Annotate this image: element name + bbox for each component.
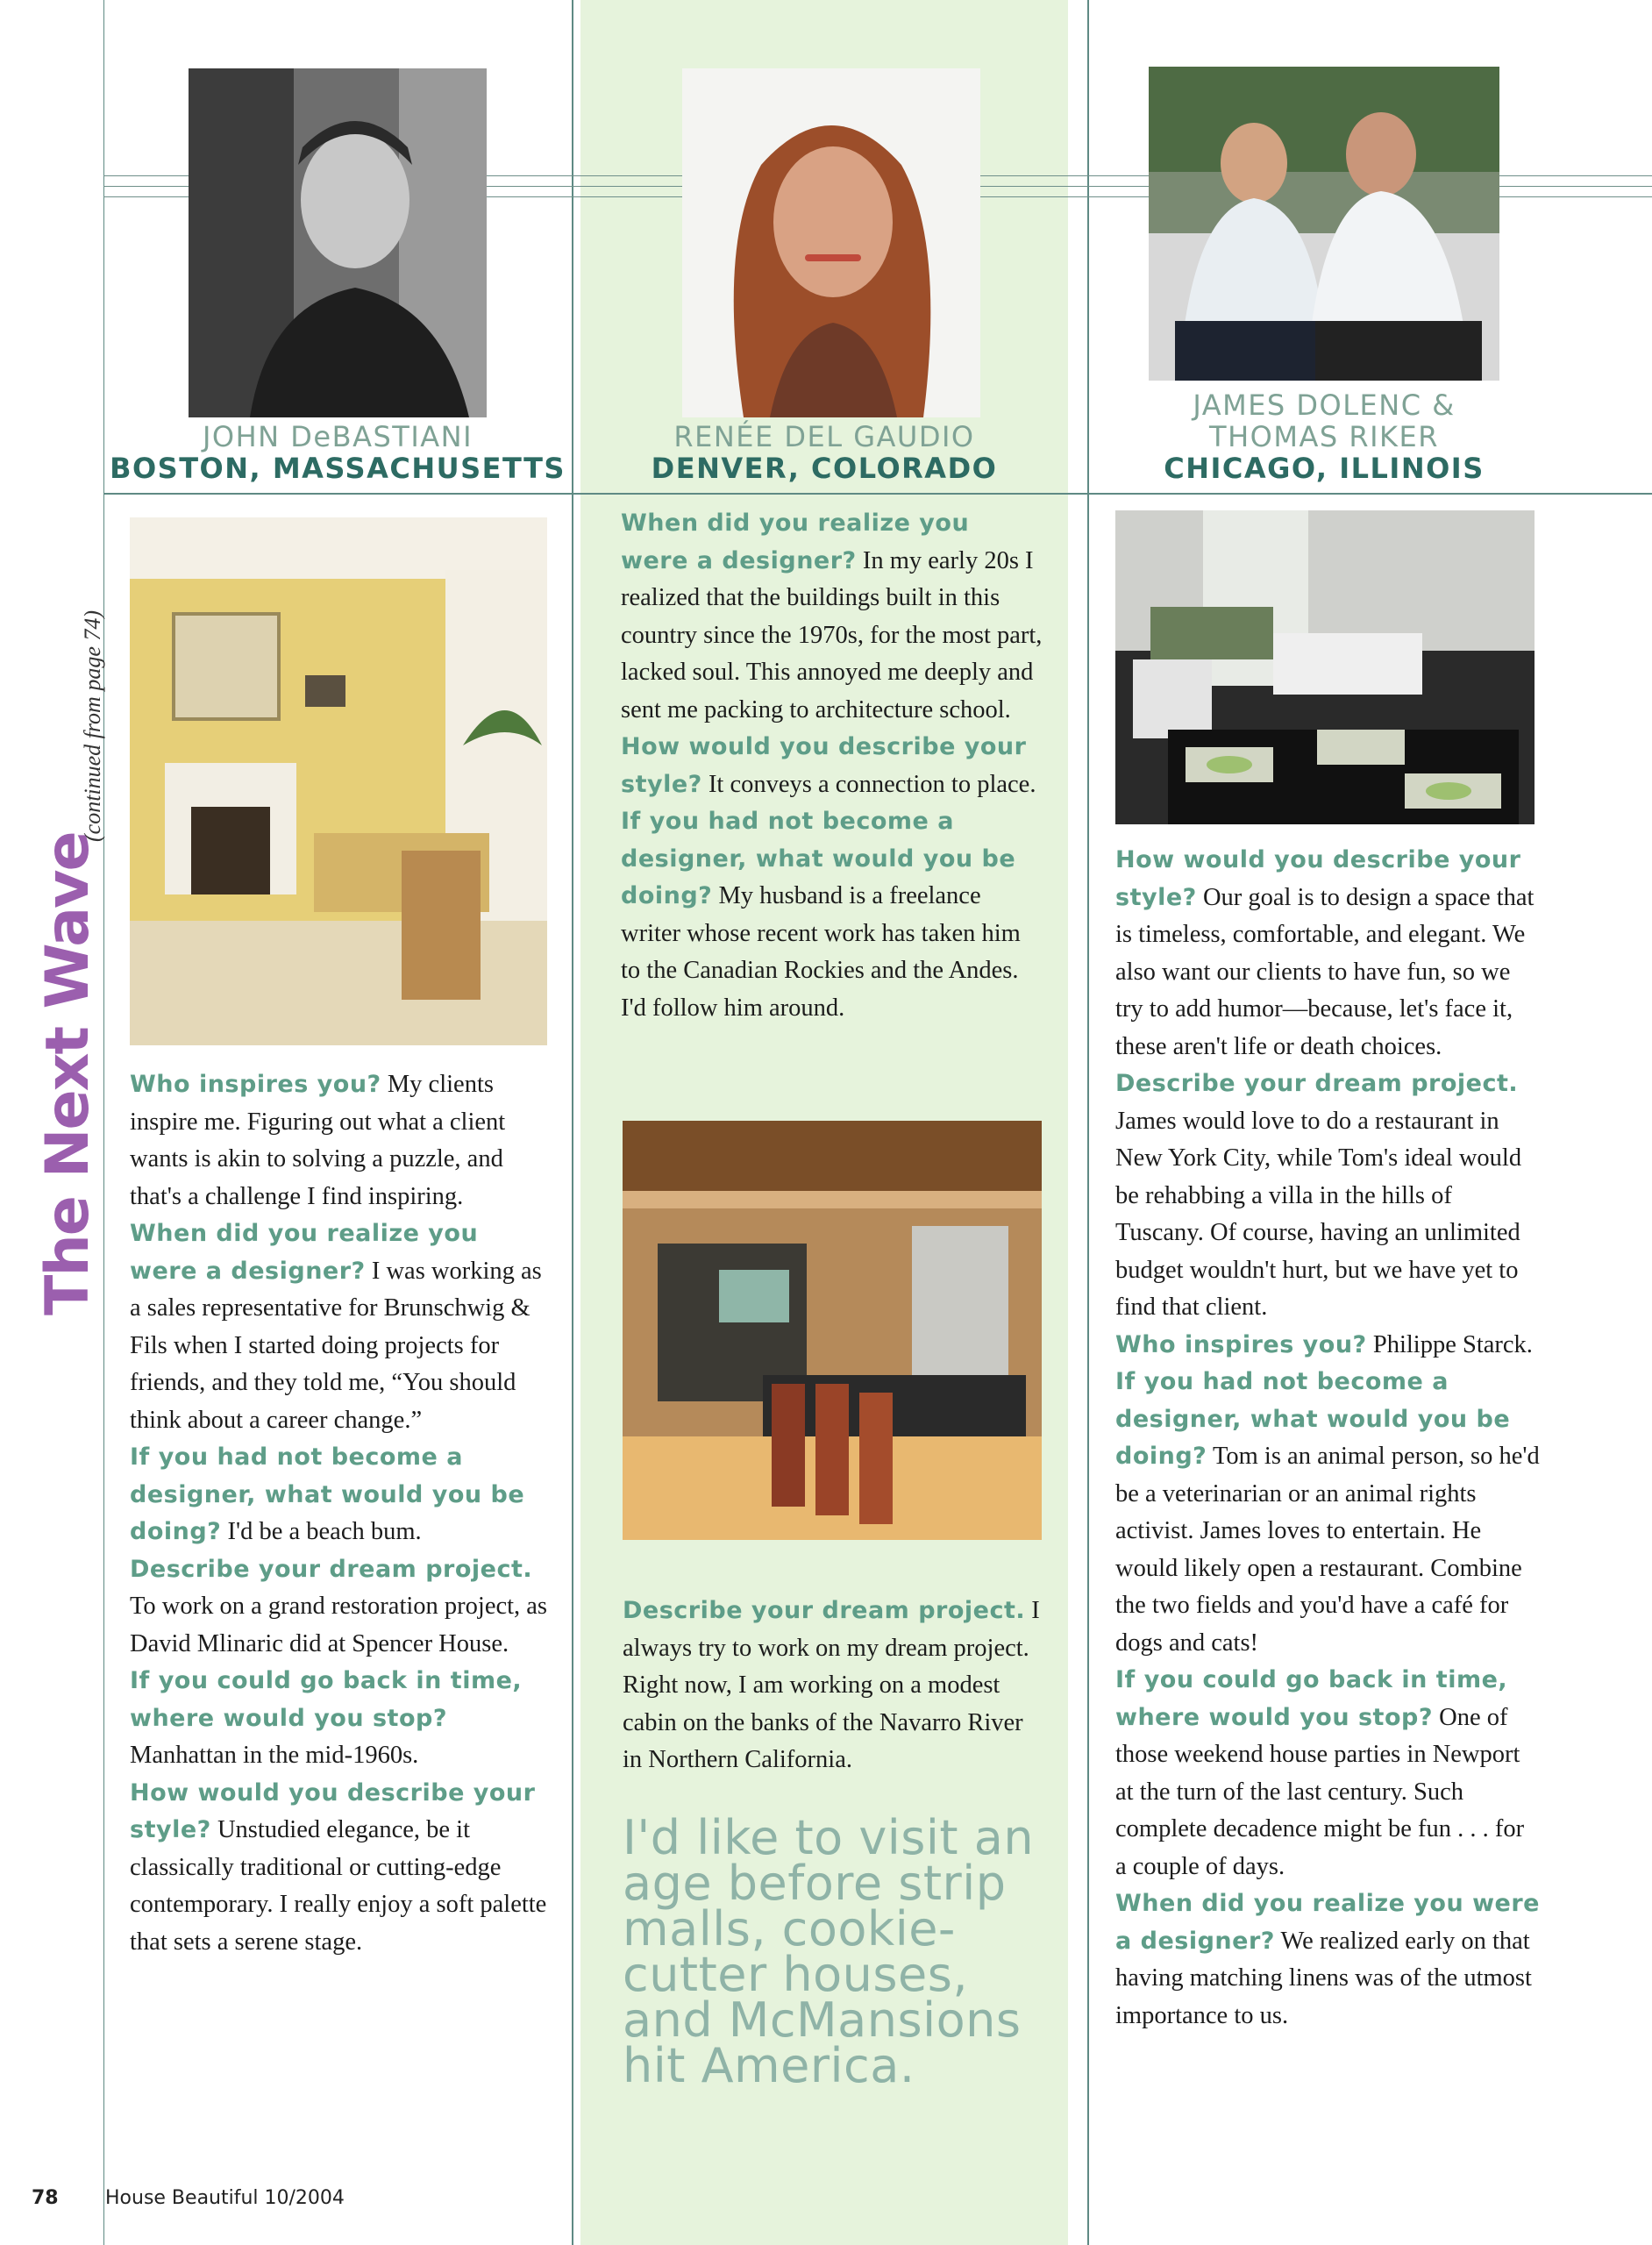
question: If you had not become a designer, what would you be doing? <box>130 1443 525 1545</box>
caption-james-thomas <box>1092 389 1556 484</box>
answer: Philippe Starck. <box>1366 1330 1533 1358</box>
question: If you had not become a designer, what would you be doing? <box>1115 1368 1511 1470</box>
answer: One of those weekend house parties in Newport at the turn of the last century. Such complete decadence might be fun . . . for a couple of days. <box>1115 1703 1525 1880</box>
qa-item <box>130 1066 551 1215</box>
question: Who inspires you? <box>1115 1330 1367 1358</box>
answer: James would love to do a restaurant in New York City, while Tom's ideal would be rehabbing a villa in the hills of Tuscany. Of course, having an unlimited budget wouldn't hurt, but we have yet to find that client. <box>1115 1107 1522 1321</box>
qa-item <box>1115 1885 1540 2035</box>
qa-item <box>130 1663 551 1775</box>
question: Describe your dream project. <box>1115 1070 1519 1097</box>
answer: Manhattan in the mid-1960s. <box>130 1742 419 1769</box>
answer: I always try to work on my dream project. Right now, I am working on a modest cabin on the banks of the Navarro River in Northern California. <box>623 1597 1040 1773</box>
question: If you could go back in time, where would you stop? <box>1115 1666 1508 1731</box>
portrait-john-debastiani <box>189 68 487 417</box>
question: When did you realize you were a designer? <box>130 1220 479 1285</box>
answer: I was working as a sales representative for Brunschwig & Fils when I started doing projects for friends, and they told me, “You should think about a career change.” <box>130 1257 542 1434</box>
answer: My clients inspire me. Figuring out what a client wants is akin to solving a puzzle, and that's a challenge I find inspiring. <box>130 1071 506 1210</box>
section-title: The Next Wave <box>33 832 103 1315</box>
room-photo-living-room <box>130 517 547 1045</box>
qa-item <box>1115 1327 1540 1365</box>
room-photo-cabin-kitchen <box>623 1121 1042 1540</box>
qa-item <box>623 1593 1045 1779</box>
designer-location: DENVER, COLORADO <box>651 452 998 485</box>
qa-item <box>1115 1662 1540 1885</box>
designer-name-2: THOMAS RIKER <box>1209 420 1439 453</box>
designer-name: RENÉE DEL GAUDIO <box>673 420 975 453</box>
answer: My husband is a freelance writer whose recent work has taken him to the Canadian Rockies and the Andes. I'd follow him around. <box>621 882 1021 1022</box>
qa-item <box>1115 1364 1540 1662</box>
answer: We realized early on that having matching linens was of the utmost importance to us. <box>1115 1927 1532 2029</box>
answer: Unstudied elegance, be it classically traditional or cutting-edge contemporary. I really enjoy a soft palette that sets a serene stage. <box>130 1816 547 1956</box>
answer: Our goal is to design a space that is timeless, comfortable, and elegant. We also want our clients to have fun, so we try to add humor—because, let's face it, these aren't life or death choices. <box>1115 883 1535 1060</box>
qa-item <box>621 729 1043 803</box>
column-renee-text <box>621 505 1043 1027</box>
page-number: 78 <box>32 2187 59 2209</box>
question: If you had not become a designer, what would you be doing? <box>621 808 1016 909</box>
question: When did you realize you were a designer? <box>621 510 970 574</box>
header-rule <box>103 493 1652 495</box>
answer: To work on a grand restoration project, as David Mlinaric did at Spencer House. <box>130 1593 548 1657</box>
magazine-credit: House Beautiful 10/2004 <box>105 2187 345 2209</box>
qa-item <box>130 1439 551 1551</box>
question: Describe your dream project. <box>623 1597 1026 1624</box>
designer-location: BOSTON, MASSACHUSETTS <box>110 452 566 485</box>
question: Describe your dream project. <box>130 1555 533 1583</box>
column-divider-1 <box>572 0 573 2245</box>
designer-name: JAMES DOLENC & <box>1193 388 1456 422</box>
question: How would you describe your style? <box>1115 846 1521 911</box>
answer: I'd be a beach bum. <box>221 1518 422 1545</box>
designer-location: CHICAGO, ILLINOIS <box>1164 452 1485 485</box>
portrait-james-dolenc-thomas-riker <box>1149 67 1499 381</box>
caption-renee <box>580 421 1068 484</box>
question: Who inspires you? <box>130 1071 381 1098</box>
question: If you could go back in time, where would you stop? <box>130 1667 523 1732</box>
qa-item <box>621 803 1043 1027</box>
continued-note: (continued from page 74) <box>80 609 105 842</box>
question: How would you describe your style? <box>130 1778 536 1843</box>
qa-item <box>621 505 1043 729</box>
qa-item <box>130 1215 551 1439</box>
column-divider-2 <box>1087 0 1089 2245</box>
qa-item <box>130 1551 551 1664</box>
caption-john <box>110 421 566 484</box>
column-renee-text-2 <box>623 1593 1045 1779</box>
pull-quote: I'd like to visit an age before strip malls, cookie-cutter houses, and McMansions hit America. <box>623 1810 1035 2093</box>
qa-item <box>1115 1065 1540 1327</box>
answer: It conveys a connection to place. <box>701 770 1036 798</box>
portrait-renee-del-gaudio <box>682 68 980 417</box>
column-james-thomas-text <box>1115 842 1540 2035</box>
question: How would you describe your style? <box>621 733 1027 798</box>
qa-item <box>1115 842 1540 1065</box>
qa-item <box>130 1775 551 1962</box>
designer-name: JOHN DeBASTIANI <box>202 420 474 453</box>
answer: In my early 20s I realized that the buildings built in this country since the 1970s, for the most part, lacked soul. This annoyed me deeply and sent me packing to architecture school. <box>621 546 1043 723</box>
answer: Tom is an animal person, so he'd be a veterinarian or an animal rights activist. James loves to entertain. He would likely open a restaurant. Combine the two fields and you'd have a café for dogs and cats! <box>1115 1443 1540 1657</box>
question: When did you realize you were a designer? <box>1115 1890 1540 1955</box>
room-photo-modern-dining <box>1115 510 1535 824</box>
column-john-text <box>130 1066 551 1961</box>
